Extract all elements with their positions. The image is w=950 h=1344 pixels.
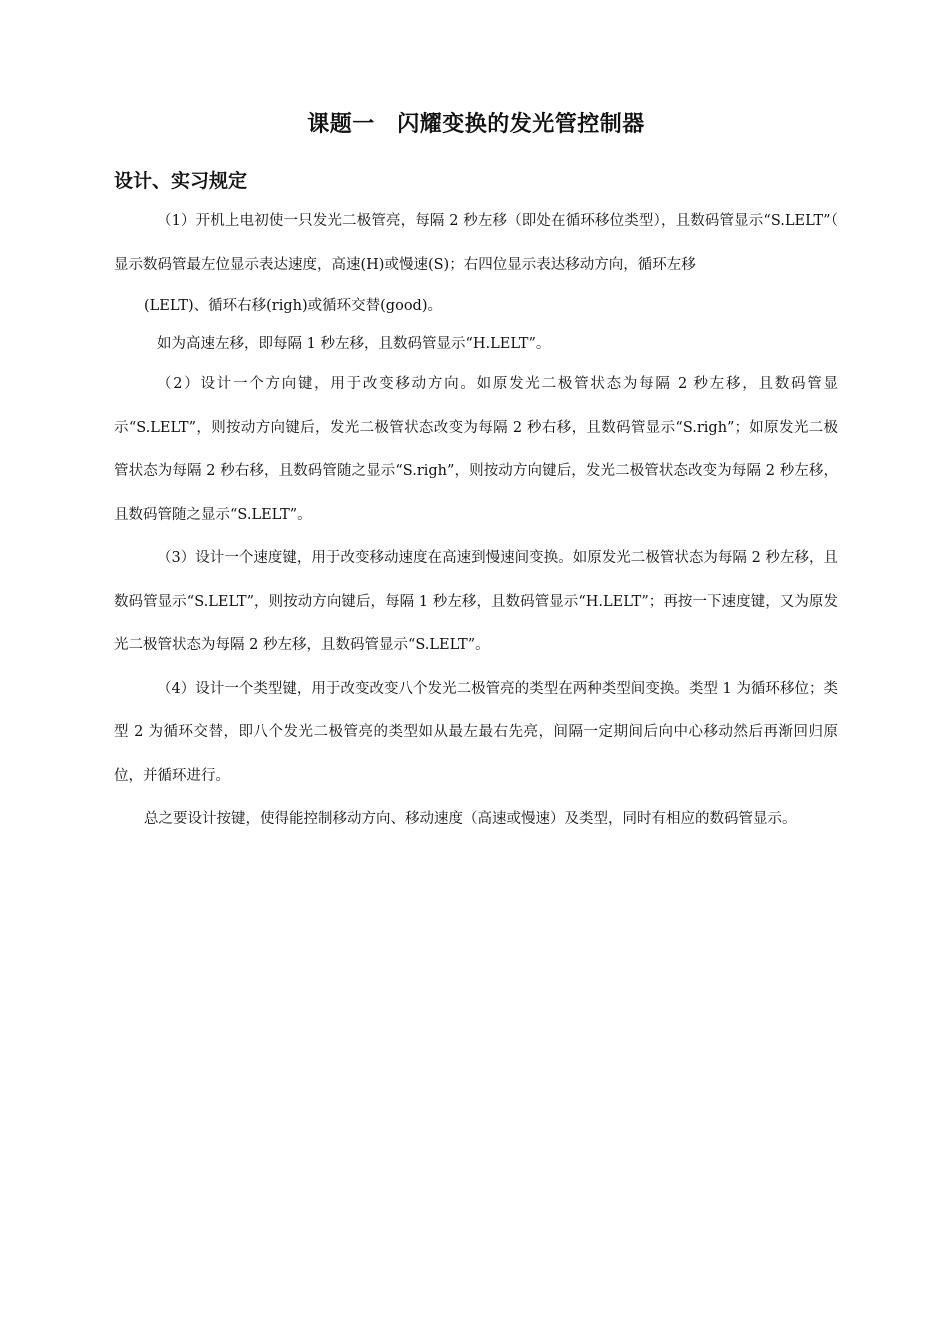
paragraph-7: 总之要设计按键，使得能控制移动方向、移动速度（高速或慢速）及类型，同时有相应的数码管显示。 [144,811,797,827]
paragraph-3: 如为高速左移，即每隔 1 秒左移，且数码管显示“H.LELT”。 [157,336,551,352]
section-heading: 设计、实习规定 [114,170,248,192]
paragraph-2: (LELT)、循环右移(righ)或循环交替(good)。 [144,298,442,314]
paragraph-5: （3）设计一个速度键，用于改变移动速度在高速到慢速间变换。如原发光二极管状态为每隔 2 秒左移，且数码管显示“S.LELT”，则按动方向键后，每隔 1 秒左移，且数码管显示“H.LELT”；再按一下速度键，又为原发光二极管状态为每隔 2 秒左移，且数码管显示“S.LELT”。 [114,550,838,653]
paragraph-6: （4）设计一个类型键，用于改变改变八个发光二极管亮的类型在两种类型间变换。类型 1 为循环移位；类型 2 为循环交替，即八个发光二极管亮的类型如从最左最右先亮，间隔一定期间后向中心移动然后再渐回归原位，并循环进行。 [114,680,838,784]
document-title: 课题一 闪耀变换的发光管控制器 [307,112,645,137]
paragraph-1: （1）开机上电初使一只发光二极管亮，每隔 2 秒左移（即处在循环移位类型），且数码管显示“S.LELT”（ 显示数码管最左位显示表达速度，高速(H)或慢速(S)；右四位显示表达移动方向，循环左移 [114,213,853,273]
paragraph-4: （2）设计一个方向键，用于改变移动方向。如原发光二极管状态为每隔 2 秒左移，且数码管显示“S.LELT”，则按动方向键后，发光二极管状态改变为每隔 2 秒右移，且数码管显示“S.righ”；如原发光二极管状态为每隔 2 秒右移，且数码管随之显示“S.righ”，则按动方向键后，发光二极管状态改变为每隔 2 秒左移，且数码管随之显示“S.LELT”。 [114,376,838,523]
document-body [114,200,853,842]
